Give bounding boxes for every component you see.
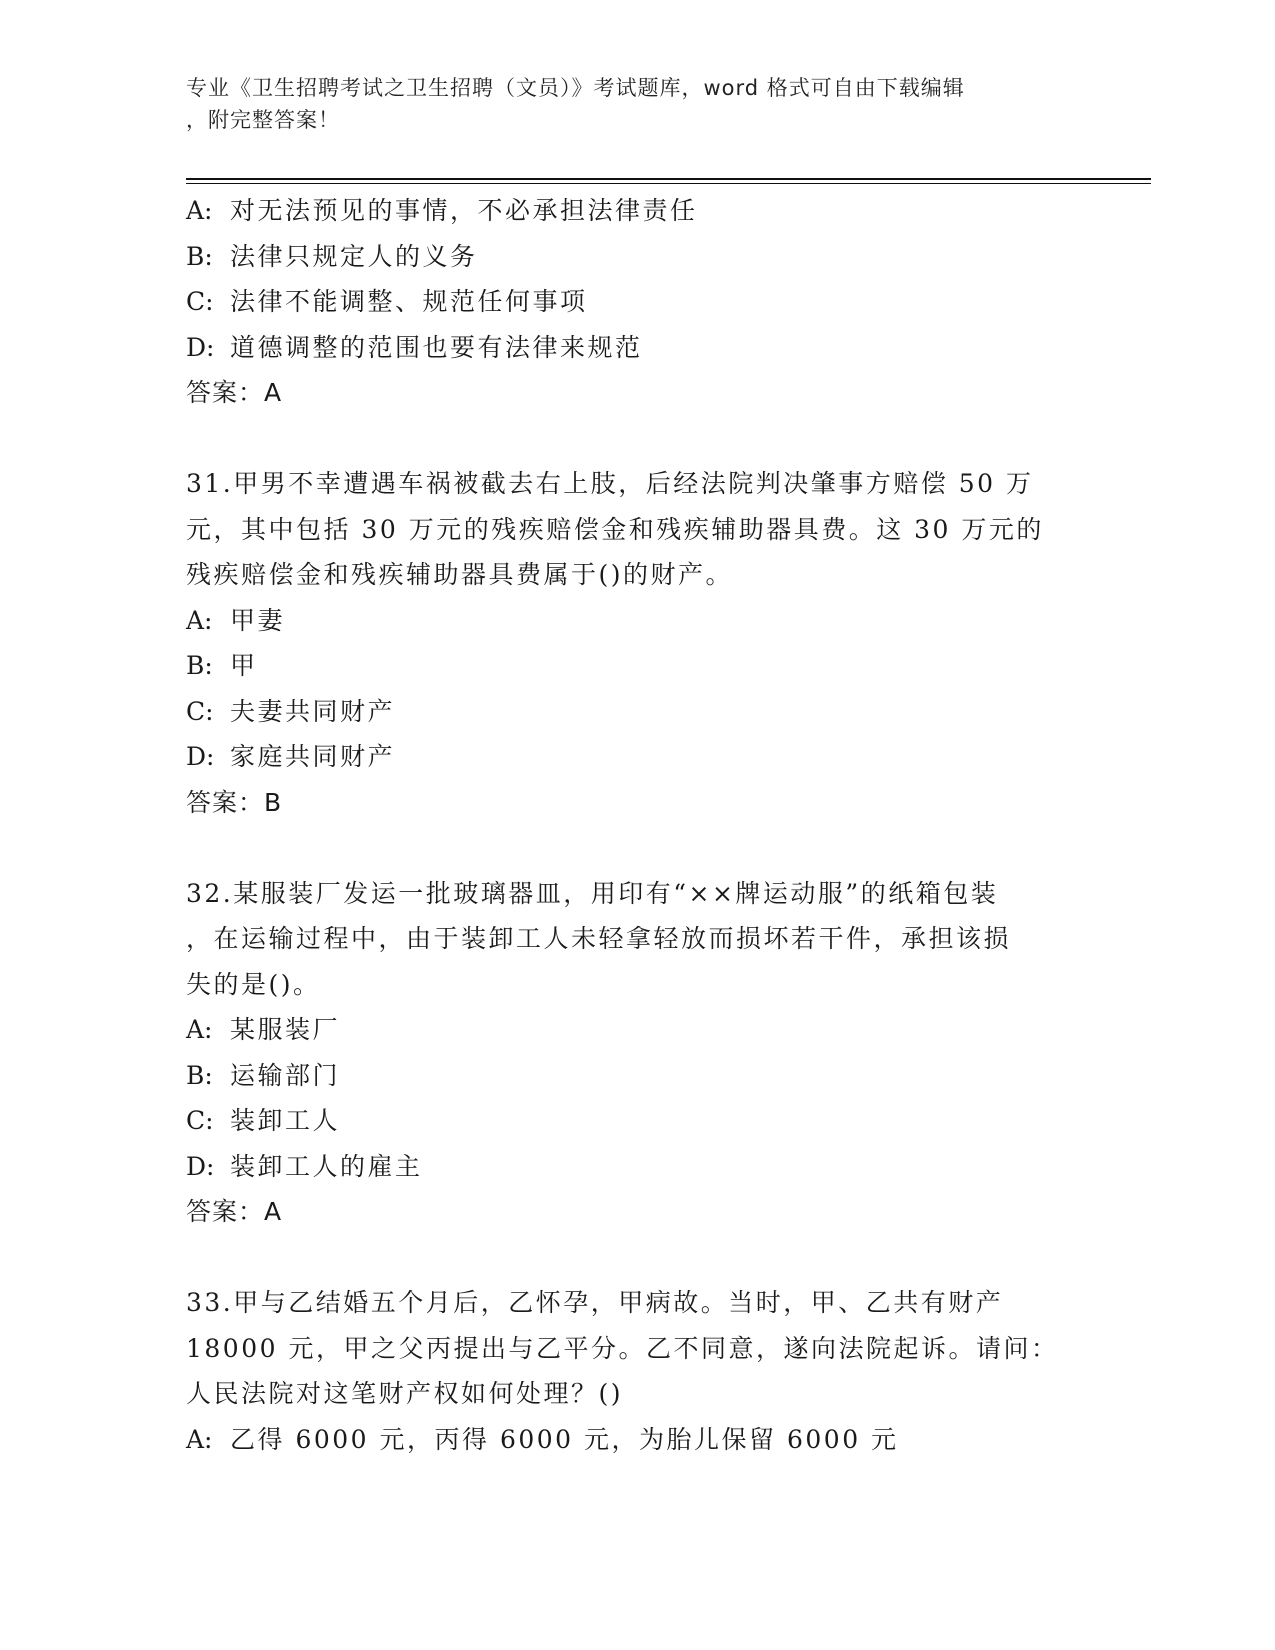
option-d: D: 家庭共同财产 bbox=[186, 742, 396, 771]
option-a: A: 乙得 6000 元，丙得 6000 元，为胎儿保留 6000 元 bbox=[186, 1424, 899, 1454]
document-body bbox=[186, 188, 1066, 1462]
header-rule-thick bbox=[186, 178, 1151, 180]
option-d: D: 道德调整的范围也要有法律来规范 bbox=[186, 332, 643, 362]
document-header bbox=[186, 72, 1066, 136]
option-b: B: 运输部门 bbox=[186, 1060, 341, 1090]
option-b: B: 甲 bbox=[186, 651, 258, 680]
question-block-31 bbox=[186, 461, 1066, 825]
option-a: A: 对无法预见的事情，不必承担法律责任 bbox=[186, 196, 698, 225]
answer: 答案：A bbox=[186, 378, 283, 407]
answer: 答案：B bbox=[186, 787, 283, 817]
option-d: D: 装卸工人的雇主 bbox=[186, 1151, 423, 1181]
option-c: C: 夫妻共同财产 bbox=[186, 696, 396, 726]
question-block-32 bbox=[186, 871, 1066, 1235]
question-text: 33.甲与乙结婚五个月后，乙怀孕，甲病故。当时，甲、乙共有财产 18000 元，甲之父丙提出与乙平分。乙不同意，遂向法院起诉。请问： 人民法院对这笔财产权如何处理？() bbox=[186, 1288, 1059, 1408]
question-block-prev bbox=[186, 188, 1066, 416]
option-b: B: 法律只规定人的义务 bbox=[186, 241, 478, 271]
header-line-2: ，附完整答案！ bbox=[186, 108, 340, 132]
header-line-1: 专业《卫生招聘考试之卫生招聘（文员）》考试题库，word 格式可自由下载编辑 bbox=[186, 76, 965, 100]
option-a: A: 甲妻 bbox=[186, 605, 286, 635]
answer: 答案：A bbox=[186, 1197, 283, 1226]
question-text: 32.某服装厂发运一批玻璃器皿，用印有“××牌运动服”的纸箱包装 ，在运输过程中，由于装卸工人未轻拿轻放而损坏若干件，承担该损 失的是()。 bbox=[186, 878, 1012, 999]
question-block-33 bbox=[186, 1280, 1066, 1462]
header-rule-thin bbox=[186, 183, 1151, 184]
option-a: A: 某服装厂 bbox=[186, 1015, 341, 1044]
option-c: C: 装卸工人 bbox=[186, 1106, 341, 1135]
question-text: 31.甲男不幸遭遇车祸被截去右上肢，后经法院判决肇事方赔偿 50 万 元，其中包括 30 万元的残疾赔偿金和残疾辅助器具费。这 30 万元的 残疾赔偿金和残疾辅助器具费属于()的财产。 bbox=[186, 469, 1044, 589]
option-c: C: 法律不能调整、规范任何事项 bbox=[186, 287, 588, 316]
